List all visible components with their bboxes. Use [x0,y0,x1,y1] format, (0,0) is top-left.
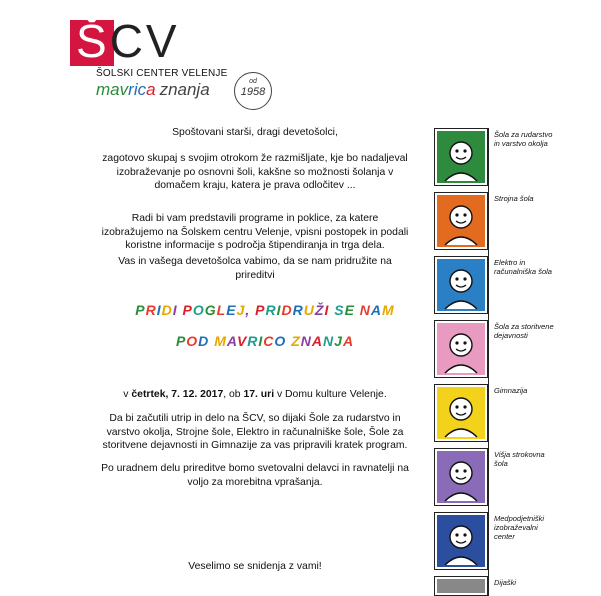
face-icon [450,526,472,548]
slogan-letter: E [226,302,237,318]
eye-icon [455,469,458,472]
slogan-letter: J [236,302,246,318]
slogan-letter: G [204,302,217,318]
eye-icon [455,277,458,280]
school-illustration [435,449,487,505]
logo-mark [70,15,182,67]
face-icon [450,142,472,164]
eye-icon [463,533,466,536]
school-illustration [435,321,487,377]
school-illustration [435,193,487,249]
slogan-letter: A [370,302,383,318]
slogan-letter: R [265,302,277,318]
face-icon [450,270,472,292]
school-label: Gimnazija [494,386,528,395]
slogan-letter: P [175,333,187,349]
closing: Veselimo se snidenja z vami! [188,561,322,572]
tagline-letter: r [128,80,134,99]
paragraph-intro: zagotovo skupaj s svojim otrokom že razmišljate, kje bo nadaljeval izobraževanje po osnovni šoli, kakšne so možnosti šolanja v domačem kraju, katera je prava odločitev ... [102,153,408,191]
since-year: 1958 [240,86,266,98]
slogan-letter: Ž [314,302,325,318]
school-label: Višja strokovna šola [494,450,545,468]
tagline-letter: a [146,80,156,99]
eye-icon [455,149,458,152]
slogan-letter: P [182,302,193,318]
slogan-letter: V [236,333,248,349]
slogan-letter: P [255,302,266,318]
slogan-letter: D [198,333,210,349]
slogan-letter: O [274,333,287,349]
tagline-letter: v [119,80,129,99]
paragraph-invitation: Vas in vašega devetošolca vabimo, da se nam pridružite na prireditvi [118,256,392,281]
school-tile [434,192,488,250]
tagline-znanja: znanja [159,80,210,99]
slogan-letter: D [281,302,293,318]
school-label: Strojna šola [494,194,534,203]
slogan-line-1 [100,302,430,318]
tagline-letter: a [110,80,120,99]
slogan-letter: I [156,302,162,318]
eye-icon [455,341,458,344]
school-tile [434,448,488,506]
slogan-letter: L [216,302,227,318]
since-label: od [249,78,257,85]
school-illustration [435,257,487,313]
slogan-letter: R [292,302,304,318]
slogan-letter: I [276,302,282,318]
school-label: Medpodjetniški izobraževalni center [494,514,545,541]
paragraph-program: Da bi začutili utrip in delo na ŠCV, so dijaki Šole za rudarstvo in varstvo okolja, Strojne šole, Elektro in računalniške šole, Šole za storitvene dejavnosti in Gimnazije za vas pripravili kratek program. [102,413,408,451]
tile-color [437,579,485,593]
slogan-letter: M [382,302,395,318]
face-icon [450,334,472,356]
slogan-letter: J [334,333,343,349]
slogan-letter: O [192,302,205,318]
strip-divider [488,128,489,596]
logo-letter-v: V [145,15,180,67]
date-place: v Domu kulture Velenje. [274,389,387,400]
event-date [100,388,410,402]
school-illustration [435,577,487,595]
slogan-letter: R [145,302,157,318]
slogan-letter: I [258,333,264,349]
greeting: Spoštovani starši, dragi devetošolci, [172,127,338,138]
slogan-letter: , [245,302,251,318]
slogan-letter: M [214,333,227,349]
slogan-letter: R [247,333,259,349]
school-tile [434,512,488,570]
face-icon [450,462,472,484]
logo-letter-s: Š [76,15,110,67]
school-tile [434,128,488,186]
school-tile [434,576,488,596]
paragraph-after: Po uradnem delu prireditve bomo svetovalni delavci in ravnatelji na voljo za morebitna vprašanja. [101,463,409,488]
tagline-letter: c [137,80,147,99]
school-label: Dijaški [494,578,517,587]
face-icon [450,398,472,420]
slogan-letter: C [263,333,275,349]
date-time: 17. uri [243,389,275,400]
school-illustration [435,513,487,569]
slogan-letter: P [135,302,146,318]
eye-icon [455,533,458,536]
logo-letter-c: C [109,15,146,67]
school-logo [70,15,266,120]
slogan-letter: A [226,333,237,349]
logo-letters [76,14,180,68]
slogan-letter: N [359,302,371,318]
date-mid: , ob [223,389,244,400]
slogan-letter: S [334,302,345,318]
slogan-letter: A [311,333,324,349]
school-illustration [435,385,487,441]
paragraph-programs: Radi bi vam predstavili programe in poklice, za katere izobražujemo na Šolskem centru Velenje, vpisni postopek in podali koristne informacije s področja štipendiranja in trga dela. [101,213,409,251]
school-tile [434,320,488,378]
school-name: ŠOLSKI CENTER VELENJE [96,68,228,79]
since-year-badge [234,72,272,110]
eye-icon [455,405,458,408]
date-prefix: v [123,389,132,400]
eye-icon [463,213,466,216]
schools-strip [434,128,554,596]
date-day: četrtek, 7. 12. 2017 [131,389,224,400]
slogan-letter: D [161,302,173,318]
school-label: Šola za rudarstvo in varstvo okolja [494,130,553,148]
tagline-mavrica [96,80,156,99]
eye-icon [463,469,466,472]
slogan-letter: U [303,302,315,318]
logo-tagline [96,80,210,100]
school-label: Elektro in računalniška šola [494,258,552,276]
eye-icon [463,277,466,280]
tagline-letter: i [133,80,138,99]
slogan-letter: N [300,333,312,349]
eye-icon [463,405,466,408]
eye-icon [455,213,458,216]
slogan-letter: E [344,302,355,318]
slogan-letter: N [323,333,335,349]
slogan-letter: Z [291,333,301,349]
school-tile [434,384,488,442]
tagline-letter: m [96,80,111,99]
slogan-letter: I [324,302,330,318]
eye-icon [463,341,466,344]
eye-icon [463,149,466,152]
school-tile [434,256,488,314]
school-illustration [435,129,487,185]
slogan-letter: O [186,333,199,349]
face-icon [450,206,472,228]
slogan-letter: A [342,333,355,349]
slogan-letter: I [172,302,178,318]
school-label: Šola za storitvene dejavnosti [494,322,554,340]
slogan-line-2 [100,333,430,349]
